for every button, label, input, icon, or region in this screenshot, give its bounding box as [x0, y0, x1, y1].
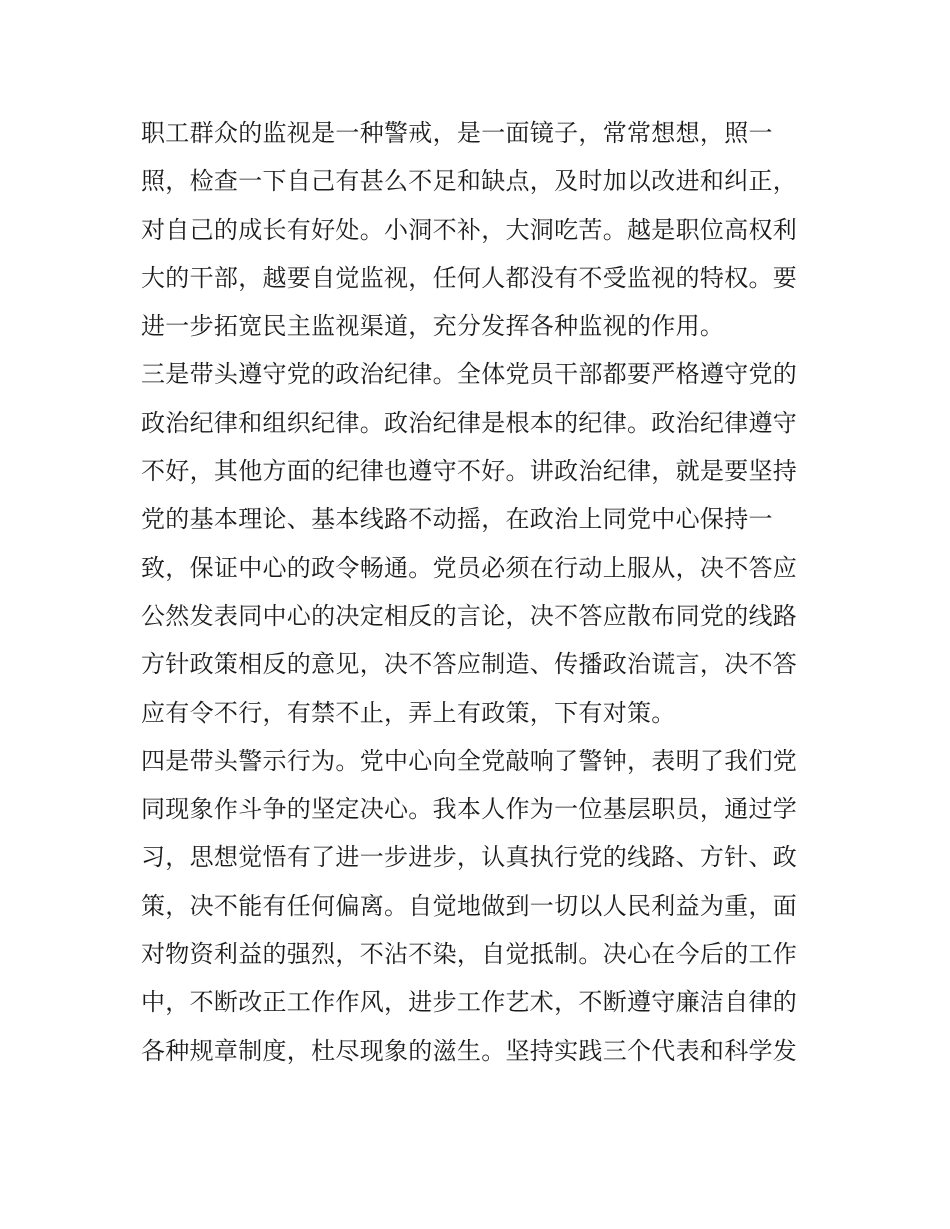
text-line: 策，决不能有任何偏离。自觉地做到一切以人民利益为重，面: [141, 891, 798, 920]
text-line: 方针政策相反的意见，决不答应制造、传播政治谎言，决不答: [141, 650, 798, 679]
text-line: 大的干部，越要自觉监视，任何人都没有不受监视的特权。要: [141, 263, 798, 292]
text-line: 照，检查一下自己有甚么不足和缺点，及时加以改进和纠正，: [141, 167, 798, 196]
text-line: 各种规章制度，杜尽现象的滋生。坚持实践三个代表和科学发: [141, 1036, 798, 1065]
text-line: 习，思想觉悟有了进一步进步，认真执行党的线路、方针、政: [141, 843, 798, 872]
text-line: 三是带头遵守党的政治纪律。全体党员干部都要严格遵守党的: [141, 360, 798, 389]
text-line: 进一步拓宽民主监视渠道，充分发挥各种监视的作用。: [141, 312, 725, 341]
text-line: 同现象作斗争的坚定决心。我本人作为一位基层职员，通过学: [141, 795, 798, 824]
text-line: 不好，其他方面的纪律也遵守不好。讲政治纪律，就是要坚持: [141, 457, 798, 486]
text-line: 职工群众的监视是一种警戒，是一面镜子，常常想想，照一: [141, 119, 773, 147]
text-line: 应有令不行，有禁不止，弄上有政策，下有对策。: [141, 698, 676, 727]
text-line: 党的基本理论、基本线路不动摇，在政治上同党中心保持一: [141, 505, 773, 534]
text-line: 对物资利益的强烈，不沾不染，自觉抵制。决心在今后的工作: [141, 940, 798, 969]
text-line: 四是带头警示行为。党中心向全党敲响了警钟，表明了我们党: [141, 746, 798, 775]
text-line: 中，不断改正工作作风，进步工作艺术，不断遵守廉洁自律的: [141, 988, 798, 1017]
text-line: 对自己的成长有好处。小洞不补，大洞吃苦。越是职位高权利: [141, 215, 798, 244]
text-line: 致，保证中心的政令畅通。党员必须在行动上服从，决不答应: [141, 553, 798, 582]
text-line: 政治纪律和组织纪律。政治纪律是根本的纪律。政治纪律遵守: [141, 408, 798, 437]
text-line: 公然发表同中心的决定相反的言论，决不答应散布同党的线路: [141, 601, 798, 630]
body-text: [141, 109, 821, 1075]
